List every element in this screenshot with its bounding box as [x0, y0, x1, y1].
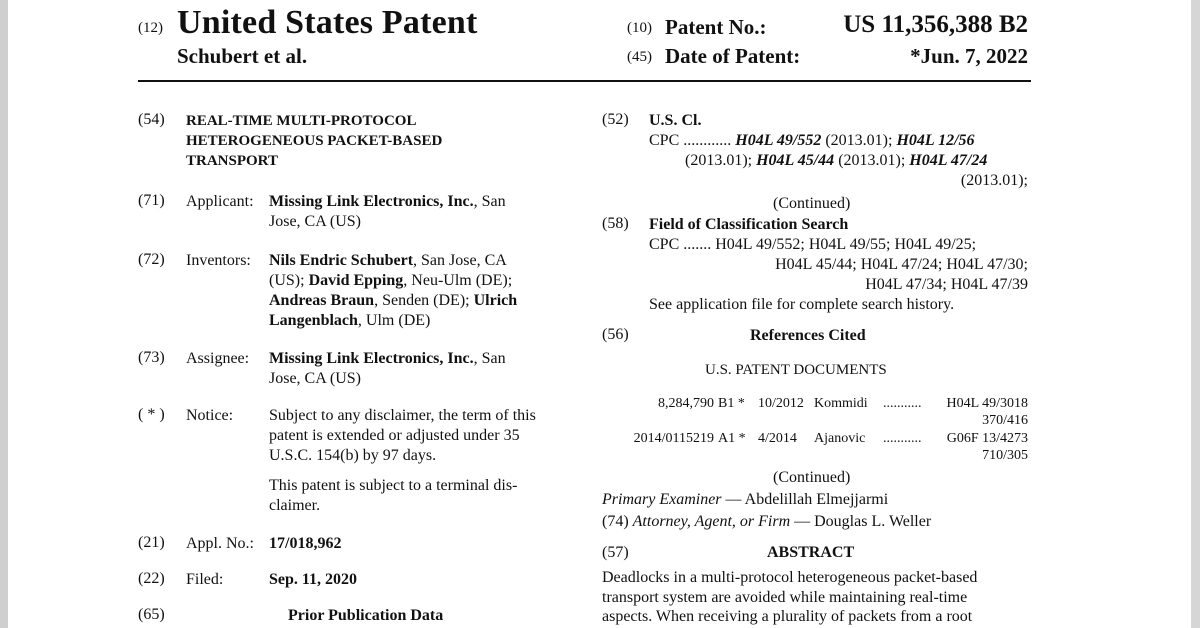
patent-number: US 11,356,388 B2: [843, 11, 1028, 38]
invention-title: [186, 111, 442, 171]
inventor-name: Ulrich: [473, 292, 518, 309]
filed-value: Sep. 11, 2020: [269, 571, 358, 588]
inventors-label: Inventors:: [186, 252, 251, 269]
abstract-line: aspects. When receiving a plurality of packets from a root: [602, 608, 973, 625]
notice-label: Notice:: [186, 407, 234, 424]
prior-publication-heading: Prior Publication Data: [288, 607, 444, 624]
left-edge-shadow: [0, 0, 8, 628]
code-73: (73): [138, 349, 165, 366]
title-line: REAL-TIME MULTI-PROTOCOL: [186, 113, 417, 129]
header-rule: [138, 80, 1031, 82]
cpc-line-2: [685, 151, 987, 171]
abstract-line: Deadlocks in a multi-protocol heterogeneous packet-based: [602, 569, 978, 586]
cpc-year: (2013.01);: [821, 132, 897, 149]
appl-no-value: 17/018,962: [269, 535, 342, 552]
title-line: HETEROGENEOUS PACKET-BASED: [186, 133, 443, 149]
ref-date: 4/2014: [758, 431, 797, 446]
inventor-loc: (US);: [269, 272, 309, 289]
references-cited-heading: References Cited: [750, 327, 866, 344]
inventors-short: Schubert et al.: [177, 44, 308, 68]
field-line: H04L 45/44; H04L 47/24; H04L 47/30;: [775, 256, 1028, 273]
inventor-loc: , Ulm (DE): [357, 312, 431, 329]
code-57: (57): [602, 544, 629, 561]
code-22: (22): [138, 570, 165, 587]
ref-class: H04L 49/3018: [946, 396, 1028, 411]
ref-class-secondary: 710/305: [982, 448, 1028, 463]
code-72: (72): [138, 251, 165, 268]
inventor-name: Nils Endric Schubert: [269, 252, 414, 269]
attorney-agent: [602, 512, 931, 532]
cpc-line-3: (2013.01);: [960, 172, 1028, 189]
terminal-disclaimer-text: [269, 476, 517, 516]
notice-line: This patent is subject to a terminal dis-: [269, 477, 518, 494]
cpc-prefix: CPC ............: [649, 132, 732, 149]
attorney-name: Douglas L. Weller: [814, 513, 932, 530]
notice-line: Subject to any disclaimer, the term of this: [269, 407, 536, 424]
inventor-name: Andreas Braun: [269, 292, 375, 309]
field-line: H04L 47/34; H04L 47/39: [865, 276, 1028, 293]
ref-dots: ...........: [883, 431, 922, 446]
assignee-loc-line2: Jose, CA (US): [269, 370, 362, 387]
cpc-code: H04L 47/24: [909, 152, 988, 169]
code-58: (58): [602, 215, 629, 232]
primary-examiner: [602, 490, 888, 510]
assignee-name: Missing Link Electronics, Inc.: [269, 350, 474, 367]
code-10: (10): [627, 20, 652, 36]
references-continued: (Continued): [773, 469, 851, 486]
notice-line: claimer.: [269, 497, 321, 514]
code-notice: ( * ): [138, 406, 165, 423]
date-of-patent-label: Date of Patent:: [665, 44, 801, 68]
field-of-search-heading: Field of Classification Search: [649, 216, 849, 233]
inventor-loc: , San Jose, CA: [413, 252, 507, 269]
ref-kind: A1 *: [718, 431, 746, 446]
cpc-line-1: [649, 131, 975, 151]
abstract-line: transport system are avoided while maintaining real-time: [602, 589, 968, 606]
assignee-block: [269, 349, 506, 389]
code-56: (56): [602, 326, 629, 343]
code-71: (71): [138, 192, 165, 209]
applicant-loc: , San: [473, 193, 506, 210]
assignee-loc: , San: [473, 350, 506, 367]
examiner-name: Abdelillah Elmejjarmi: [744, 491, 889, 508]
ref-number: 2014/0115219: [633, 431, 714, 446]
filed-label: Filed:: [186, 571, 224, 588]
assignee-label: Assignee:: [186, 350, 250, 367]
cpc-code: H04L 45/44: [756, 152, 835, 169]
attorney-label: Attorney, Agent, or Firm: [632, 513, 791, 530]
applicant-loc-line2: Jose, CA (US): [269, 213, 362, 230]
inventors-block: [269, 251, 517, 331]
ref-inventor: Ajanovic: [814, 431, 866, 446]
examiner-sep: —: [721, 491, 745, 508]
ref-number: 8,284,790: [658, 396, 714, 411]
inventor-loc: , Senden (DE);: [374, 292, 474, 309]
code-12: (12): [138, 20, 163, 36]
doc-type-title: United States Patent: [177, 4, 478, 41]
code-74: (74): [602, 513, 629, 530]
applicant-label: Applicant:: [186, 193, 254, 210]
notice-line: U.S.C. 154(b) by 97 days.: [269, 447, 437, 464]
examiner-label: Primary Examiner: [602, 491, 722, 508]
ref-class-secondary: 370/416: [982, 413, 1028, 428]
cpc-code: H04L 12/56: [896, 132, 975, 149]
field-line: CPC ....... H04L 49/552; H04L 49/55; H04L 49/25;: [649, 236, 977, 253]
code-52: (52): [602, 111, 629, 128]
code-54: (54): [138, 111, 165, 128]
applicant-block: [269, 192, 506, 232]
code-21: (21): [138, 534, 165, 551]
notice-text: [269, 406, 536, 466]
cpc-code: H04L 49/552: [735, 132, 822, 149]
inventor-name: David Epping: [308, 272, 404, 289]
attorney-sep: —: [790, 513, 815, 530]
search-history-note: See application file for complete search history.: [649, 296, 955, 313]
cpc-year: (2013.01);: [685, 152, 757, 169]
cpc-year: (2013.01);: [834, 152, 910, 169]
code-65: (65): [138, 606, 165, 623]
ref-inventor: Kommidi: [814, 396, 868, 411]
ref-class: G06F 13/4273: [946, 431, 1028, 446]
us-cl-heading: U.S. Cl.: [649, 112, 702, 129]
ref-dots: ...........: [883, 396, 922, 411]
title-line: TRANSPORT: [186, 153, 278, 169]
inventor-loc: , Neu-Ulm (DE);: [403, 272, 513, 289]
notice-line: patent is extended or adjusted under 35: [269, 427, 520, 444]
ref-kind: B1 *: [718, 396, 745, 411]
right-edge-shadow: [1191, 0, 1200, 628]
us-cl-continued: (Continued): [773, 195, 851, 212]
inventor-name: Langenblach: [269, 312, 358, 329]
appl-no-label: Appl. No.:: [186, 535, 254, 552]
abstract-heading: ABSTRACT: [767, 544, 855, 561]
us-patent-documents-heading: U.S. PATENT DOCUMENTS: [705, 362, 887, 378]
applicant-name: Missing Link Electronics, Inc.: [269, 193, 474, 210]
code-45: (45): [627, 49, 652, 65]
patent-no-label: Patent No.:: [665, 15, 767, 39]
ref-date: 10/2012: [758, 396, 804, 411]
date-of-patent: *Jun. 7, 2022: [910, 44, 1028, 68]
